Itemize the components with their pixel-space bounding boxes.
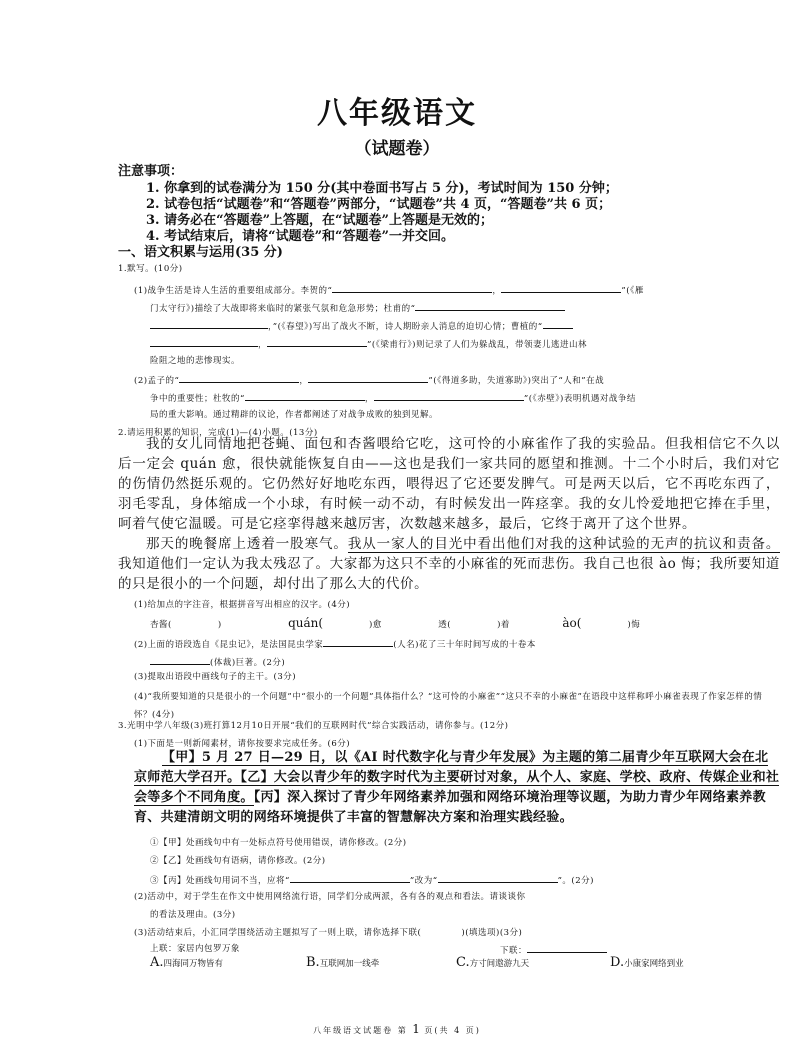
q3-task3: ③【丙】处画线句用词不当，应将“ ”改为“ ”。(2分): [150, 872, 594, 886]
q3-news-material: [134, 748, 780, 828]
q2-sub1: (1)给加点的字注音，根据拼音写出相应的汉字。(4分): [134, 600, 351, 610]
q3-task2: ②【乙】处画线句有语病，请你修改。(2分): [150, 856, 326, 866]
q3-stem: 3.光明中学八年级(3)班打算12月10日开展“我们的互联网时代”综合实践活动，请你参与。(12分): [118, 721, 509, 731]
option-a[interactable]: A.四海同万物皆有: [150, 955, 224, 970]
q1-part2-line3: 局的重大影响。通过精辟的议论，作者都阐述了对战争成败的独到见解。: [150, 410, 439, 420]
note-item: 1. 你拿到的试卷满分为 150 分(其中卷面书写占 5 分)，考试时间为 150 分钟；: [146, 181, 618, 196]
passage-paragraph: 那天的晚餐席上透着一股寒气。我从一家人的目光中看出他们对我的这种试验的无声的抗议和责备。我知道他们一定认为我太残忍了。大家都为这只不幸的小麻雀的死而悲伤。我自己也很 ào 悔；我所要知道的只是很小的一个问题，却付出了那么大的代价。: [118, 536, 780, 592]
option-c[interactable]: C.方寸间遨游九天: [456, 955, 530, 970]
section-heading: 一、语文积累与运用(35 分): [118, 245, 283, 260]
q1-part1-line1: (1)战争生活是诗人生活的重要组成部分。李贺的“ ， ”(《雁: [134, 282, 644, 296]
q2-sub3: (3)提取出语段中画线句子的主干。(3分): [134, 672, 297, 682]
q1-stem: 1.默写。(10分): [118, 264, 183, 274]
q3-sub1: (1)下面是一则新闻素材，请你按要求完成任务。(6分): [134, 739, 351, 749]
q3-sub2-line1: (2)活动中，对于学生在作文中使用网络流行语，同学们分成两派，各有各的观点和看法。请谈谈你: [134, 892, 526, 902]
option-b[interactable]: B.互联网加一线牵: [306, 955, 380, 970]
q1-part2-line2: 争中的重要性；杜牧的“ ， ”(《赤壁》)表明机遇对战争结: [150, 390, 636, 404]
couplet-lower: 下联：: [500, 942, 607, 956]
option-d[interactable]: D.小康家网络到业: [610, 955, 684, 970]
q3-task1: ①【甲】处画线句中有一处标点符号使用错误，请你修改。(2分): [150, 838, 407, 848]
underlined-sentence: 我从一家人的目光中看出他们对我的这种试验的无声的抗议和责备。: [347, 536, 780, 552]
page-subtitle: （试题卷）: [354, 139, 440, 159]
q1-part2-line1: (2)孟子的“ ， ”(《得道多助，失道寡助》)突出了“人和”在战: [134, 372, 604, 386]
q2-sub2-line2: (体裁)巨著。(2分): [150, 654, 285, 668]
q2-sub2-line1: (2)上面的语段选自《昆虫记》，是法国昆虫学家 (人名)花了三十年时间写成的十卷本: [134, 636, 536, 650]
note-item: 2. 试卷包括“试题卷”和“答题卷”两部分，“试题卷”共 4 页，“答题卷”共 6 页；: [146, 197, 612, 212]
q1-part1-line4: ， ”(《梁甫行》)则记录了人们为躲战乱，带领妻儿逃进山林: [150, 336, 587, 350]
segment-yi: 【乙】大会以青少年的数字时代为主要研讨对象，从个人、家庭、学校、政府、传媒企业和社会等多个不同角度。: [134, 770, 780, 805]
q2-sub1-items: 杏酱( ) quán( )愈 透( )着 ào( )悔: [150, 616, 641, 630]
q1-part1-line5: 险阻之地的悲惨现实。: [150, 356, 241, 366]
segment-jia: 【甲】5 月 27 日—29 日，以《AI 时代数字化与青少年发展》为主题的第二届青少年互联网大会在北京师范大学召开。: [134, 750, 769, 785]
passage-paragraph: 我的女儿同情地把苍蝇、面包和杏酱喂给它吃，这可怜的小麻雀作了我的实验品。但我相信它不久以后一定会 quán 愈，很快就能恢复自由——这也是我们一家共同的愿望和推测。十二个小时后，我们对它的伤情仍然挺乐观的。它仍然好好地吃东西，喂得迟了它还要发脾气。可是两天以后，它不再吃东西了，羽毛零乱，身体缩成一个小球，有时候一动不动，有时候发出一阵痉挛。我的女儿怜爱地把它捧在手里，呵着气使它温暖。可是它痉挛得越来越厉害，次数越来越多，最后，它终于离开了这个世界。: [118, 436, 780, 532]
note-item: 4. 考试结束后，请将“试题卷”和“答题卷”一并交回。: [146, 229, 455, 244]
couplet-upper: 上联：家居内包罗万象: [150, 944, 241, 954]
q3-sub2-line2: 的看法及理由。(3分): [150, 910, 236, 920]
page-title: 八年级语文: [317, 96, 477, 131]
segment-bing: 【丙】深入探讨了青少年网络素养加强和网络环境治理等议题，为助力青少年网络素养教育、共建清朗文明的网络环境提供了丰富的智慧解决方案和治理实践经验。: [134, 790, 766, 825]
note-item: 3. 请务必在“答题卷”上答题，在“试题卷”上答题是无效的；: [146, 213, 494, 228]
q3-sub3: (3)活动结束后，小汇同学围绕活动主题拟写了一则上联，请你选择下联( )(填选项)(3分): [134, 928, 523, 938]
q2-sub4: (4)“我所要知道的只是很小的一个问题”中“很小的一个问题”具体指什么？“这可怜的小麻雀”“这只不幸的小麻雀”在语段中这样称呼小麻雀表现了作家怎样的情怀？(4分): [134, 692, 763, 720]
q1-part1-line3: ，”(《春望》)写出了战火不断，诗人期盼亲人消息的迫切心情；曹植的“: [150, 318, 573, 332]
q1-part1-line2: 门太守行》)描绘了大战即将来临时的紧张气氛和危急形势；杜甫的“: [150, 300, 565, 314]
q2-stem: 2.请运用积累的知识，完成(1)—(4)小题。(13分): [118, 428, 318, 438]
q2-passage: [118, 434, 780, 594]
page-footer: 八年级语文试题卷 第 1 页(共 4 页): [313, 1022, 481, 1036]
notes-heading: 注意事项：: [118, 164, 184, 179]
